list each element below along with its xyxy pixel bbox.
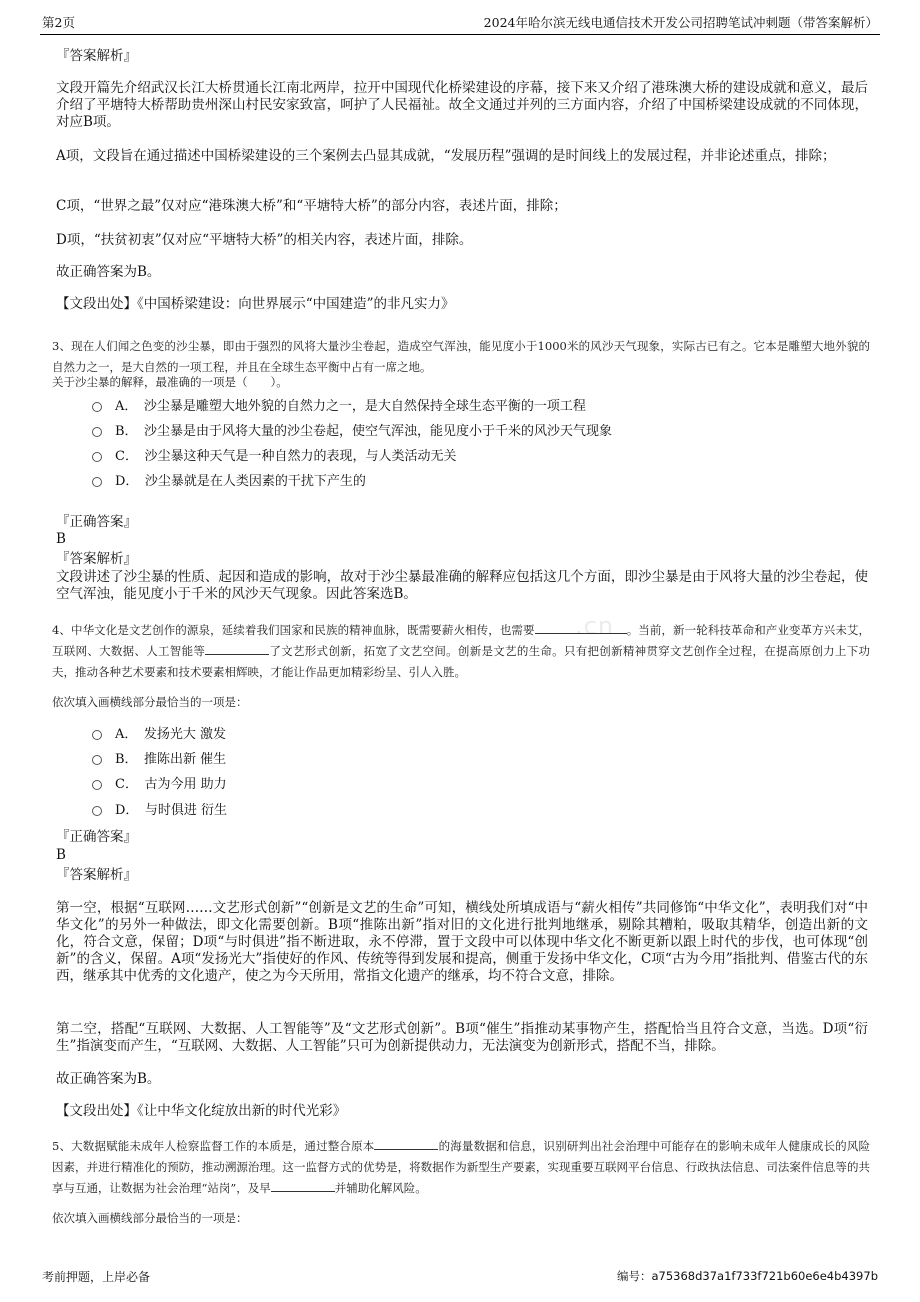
analysis-label: 『答案解析』	[56, 551, 137, 567]
fill-blank	[271, 1179, 335, 1192]
answer-value: B	[56, 531, 66, 547]
analysis-paragraph: 第二空，搭配“互联网、大数据、人工智能等”及“文艺形式创新”。B项“催生”指推动某事物产生，搭配恰当且符合文意，当选。D项“衍生”指演变而产生，“互联网、大数据、人工智能”只可为创新提供动力，无法演变为创新形式，搭配不当，排除。	[56, 1021, 868, 1054]
question-5-stem: 5、大数据赋能未成年人检察监督工作的本质是，通过整合原本 的海量数据和信息，识别研判出社会治理中可能存在的影响未成年人健康成长的风险因素，并进行精准化的预防，推动溯源治理。这一监督方式的优势是，将数据作为新型生产要素，实现重要互联网平台信息、行政执法信息、司法案件信息等的共享与互通，让数据为社会治理“站岗”，及早 并辅助化解风险。	[52, 1139, 870, 1195]
radio-icon[interactable]	[92, 452, 102, 462]
radio-icon[interactable]	[92, 730, 102, 740]
page-number: 第2页	[42, 15, 75, 30]
document-title: 2024年哈尔滨无线电通信技术开发公司招聘笔试冲刺题（带答案解析）	[483, 15, 878, 30]
analysis-paragraph: A项，文段旨在通过描述中国桥梁建设的三个案例去凸显其成就，“发展历程”强调的是时间线上的发展过程，并非论述重点，排除；	[56, 148, 836, 164]
radio-icon[interactable]	[92, 402, 102, 412]
option-c[interactable]: C． 沙尘暴这种天气是一种自然力的表现，与人类活动无关	[92, 447, 456, 467]
document-code: 编号：a75368d37a1f733f721b60e6e4b4397b	[616, 1269, 878, 1283]
analysis-label: 『答案解析』	[56, 48, 137, 64]
radio-icon[interactable]	[92, 477, 102, 487]
radio-icon[interactable]	[92, 806, 102, 816]
analysis-paragraph: D项，“扶贫初衷”仅对应“平塘特大桥”的相关内容，表述片面，排除。	[56, 232, 473, 248]
fill-blank	[374, 1137, 438, 1150]
option-d[interactable]: D． 与时俱进 衍生	[92, 801, 227, 821]
source-citation: 【文段出处】《中国桥梁建设：向世界展示“中国建造”的非凡实力》	[56, 296, 455, 312]
footer-slogan: 考前押题，上岸必备	[42, 1270, 151, 1284]
question-3-prompt: 关于沙尘暴的解释，最准确的一项是（ ）。	[52, 375, 288, 389]
answer-label: 『正确答案』	[56, 829, 137, 845]
source-citation: 【文段出处】《让中华文化绽放出新的时代光彩》	[56, 1103, 347, 1119]
option-a[interactable]: A． 沙尘暴是雕塑大地外貌的自然力之一，是大自然保持全球生态平衡的一项工程	[92, 397, 586, 417]
page-header	[40, 10, 880, 35]
analysis-paragraph: 第一空，根据“互联网……文艺形式创新”“创新是文艺的生命”可知，横线处所填成语与“薪火相传”共同修饰“中华文化”，表明我们对“中华文化”的另外一种做法，即文化需要创新。B项“推陈出新”指对旧的文化进行批判地继承，剔除其糟粕，吸取其精华，创造出新的文化，符合文意，保留；D项“与时俱进”指不断进取，永不停滞，置于文段中可以体现中华文化不断更新以跟上时代的步伐，也可体现“创新”的含义，保留。A项“发扬光大”指使好的作风、传统等得到发展和提高，侧重于发扬中华文化，C项“古为今用”指批判、借鉴古代的东西，继承其中优秀的文化遗产，使之为今天所用，常指文化遗产的继承，均不符合文意，排除。	[56, 900, 868, 984]
radio-icon[interactable]	[92, 755, 102, 765]
option-b[interactable]: B． 沙尘暴是由于风将大量的沙尘卷起，使空气浑浊，能见度小于千米的风沙天气现象	[92, 422, 612, 442]
conclusion: 故正确答案为B。	[56, 1071, 161, 1087]
watermark: .cn	[575, 612, 615, 640]
analysis-paragraph: 文段开篇先介绍武汉长江大桥贯通长江南北两岸，拉开中国现代化桥梁建设的序幕，接下来又介绍了港珠澳大桥的建设成就和意义，最后介绍了平塘特大桥帮助贵州深山村民安家致富，呵护了人民福祉。故全文通过并列的三方面内容，介绍了中国桥梁建设成就的不同体现，对应B项。	[56, 80, 868, 130]
option-d[interactable]: D． 沙尘暴就是在人类因素的干扰下产生的	[92, 472, 366, 492]
fill-blank	[205, 642, 269, 655]
analysis-paragraph: 文段讲述了沙尘暴的性质、起因和造成的影响，故对于沙尘暴最准确的解释应包括这几个方面，即沙尘暴是由于风将大量的沙尘卷起，使空气浑浊，能见度小于千米的风沙天气现象。因此答案选B。	[56, 569, 868, 602]
radio-icon[interactable]	[92, 427, 102, 437]
fill-blank	[535, 621, 627, 634]
analysis-label: 『答案解析』	[56, 867, 137, 883]
question-5-prompt: 依次填入画横线部分最恰当的一项是：	[52, 1211, 248, 1225]
analysis-paragraph: C项，“世界之最”仅对应“港珠澳大桥”和“平塘特大桥”的部分内容，表述片面，排除；	[56, 198, 567, 214]
radio-icon[interactable]	[92, 780, 102, 790]
option-a[interactable]: A． 发扬光大 激发	[92, 725, 226, 745]
answer-label: 『正确答案』	[56, 514, 137, 530]
option-b[interactable]: B． 推陈出新 催生	[92, 750, 226, 770]
conclusion: 故正确答案为B。	[56, 264, 161, 280]
option-c[interactable]: C． 古为今用 助力	[92, 775, 227, 795]
question-4-prompt: 依次填入画横线部分最恰当的一项是：	[52, 695, 248, 709]
answer-value: B	[56, 847, 66, 863]
question-3-stem: 3、现在人们闻之色变的沙尘暴，即由于强烈的风将大量沙尘卷起，造成空气浑浊，能见度小于1000米的风沙天气现象，实际古已有之。它本是雕塑大地外貌的自然力之一，是大自然的一项工程，并且在全球生态平衡中占有一席之地。	[52, 339, 870, 374]
question-4-stem: 4、中华文化是文艺创作的源泉，延续着我们国家和民族的精神血脉，既需要薪火相传，也需要 。当前，新一轮科技革命和产业变革方兴未艾，互联网、大数据、人工智能等 了文艺形式创新，拓宽了文艺空间。创新是文艺的生命。只有把创新精神贯穿文艺创作全过程，在提高原创力上下功夫，推动各种艺术要素和技术要素相辉映，才能让作品更加精彩纷呈、引人入胜。	[52, 623, 871, 679]
